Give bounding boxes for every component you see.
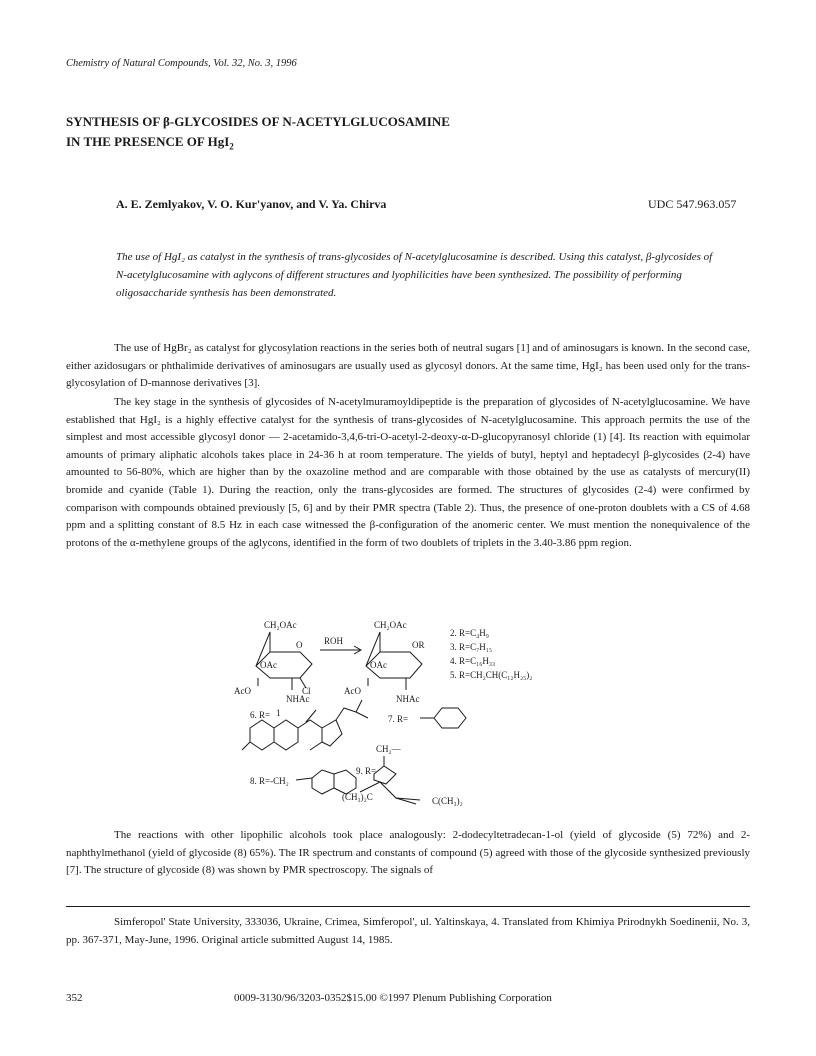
paragraph-2: The key stage in the synthesis of glycosides of N-acetylmuramoyldipeptide is the preparation of glycosides of N-acetylglucosamine. We have established that HgI₂ is a highly effective catalyst for the synthesis of trans-glycosides of N-acetylglucosamine. This approach permits the use of the simplest and most accessible glycosyl donor — 2-acetamido-3,4,6-tri-O-acetyl-2-deoxy-α-D-glucopyranosyl chloride (1) [4]. Its reaction with equimolar amounts of primary aliphatic alcohols takes place in 24-36 h at room temperature. The yields of butyl, heptyl and heptadecyl β-glycosides (2-4) have amounted to 56-80%, which are higher than by the oxazoline method and are comparable with those obtained by the use as catalysts of mercury(II) bromide and cyanide (Table 1). During the reaction, only the trans-glycosides are formed. The structures of glycosides (2-4) were confirmed by comparison with compounds obtained previously [5, 6] and by their PMR spectra (Table 2). Thus, the presence of one-proton doublets with a CS of 4.68 ppm and a splitting constant of 8.5 Hz in each case witnessed the β-configuration of the anomeric center. We must mention the nonequivalence of the protons of the α-methylene groups of the aglycons, identified in the form of two doublets of triplets in the 3.40-3.86 ppm region.: [66, 396, 750, 549]
substituent-4: 4. R=C₁₆H₃₃: [450, 656, 496, 666]
article-title: [66, 112, 450, 157]
journal-reference: Chemistry of Natural Compounds, Vol. 32, No. 3, 1996: [66, 58, 297, 69]
substituent-5: 5. R=CH₂CH(C₁₂H₂₅)₂: [450, 670, 533, 680]
substituent-3: 3. R=C₇H₁₅: [450, 642, 492, 652]
ch2-dash-label: CH₂—: [376, 744, 401, 754]
aco-label-1: AcO: [234, 686, 251, 696]
nhac-label-1: NHAc: [286, 694, 310, 704]
substituent-7: 7. R=: [388, 714, 409, 724]
isopropylidene-label-2: C(CH₃)₂: [432, 796, 463, 806]
udc-code: UDC 547.963.057: [648, 197, 737, 211]
page-number: 352: [66, 992, 83, 1004]
oac-label-2: OAc: [370, 660, 387, 670]
substituent-9: 9. R=: [356, 766, 377, 776]
substituent-8: 8. R=-CH₂: [250, 776, 289, 786]
ch2oac-label-1: CH₂OAc: [264, 620, 297, 630]
authors: A. E. Zemlyakov, V. O. Kur'yanov, and V. Ya. Chirva: [116, 197, 387, 211]
title-line-2: IN THE PRESENCE OF HgI$_2$: [66, 134, 234, 152]
nhac-label-2: NHAc: [396, 694, 420, 704]
ch2oac-label-2: CH₂OAc: [374, 620, 407, 630]
oac-label-1: OAc: [260, 660, 277, 670]
or-label: OR: [412, 640, 425, 650]
aco-label-2: AcO: [344, 686, 361, 696]
substituent-2: 2. R=C₄H₉: [450, 628, 489, 638]
compound-1-label: 1: [276, 708, 281, 718]
footnote-divider: [66, 906, 750, 907]
ring-oxygen-label-1: O: [296, 640, 303, 650]
footnote: Simferopol' State University, 333036, Ukraine, Crimea, Simferopol', ul. Yaltinskaya, 4. Translated from Khimiya Prirodnykh Soedinenii, No. 3, pp. 367-371, May-June, 1996. Original article submitted August 14, 1985.: [66, 916, 750, 946]
roh-reagent: ROH: [324, 636, 344, 646]
abstract: The use of HgI₂ as catalyst in the synthesis of trans-glycosides of N-acetylglucosamine is described. Using this catalyst, β-glycosides of N-acetylglucosamine with aglycons of different structures and lyophilicities have been synthesized. The possibility of performing oligosaccharide synthesis has been demonstrated.: [116, 251, 713, 299]
copyright-line: 0009-3130/96/3203-0352$15.00 ©1997 Plenum Publishing Corporation: [234, 992, 552, 1004]
chlorine-label: Cl: [302, 686, 311, 696]
isopropylidene-label-1: (CH₃)₂C: [342, 792, 373, 802]
substituent-6: 6. R=: [250, 710, 271, 720]
paragraph-1: The use of HgBr₂ as catalyst for glycosylation reactions in the series both of neutral sugars [1] and of aminosugars is known. In the second case, either azidosugars or phthalimide derivatives of aminosugars are usually used as glycosyl donors. At the same time, HgI₂ has been used only for the trans-glycosylation of D-mannose derivatives [3].: [66, 342, 750, 390]
title-line-1: SYNTHESIS OF β-GLYCOSIDES OF N-ACETYLGLUCOSAMINE: [66, 114, 450, 129]
paragraph-3: The reactions with other lipophilic alcohols took place analogously: 2-dodecyltetradecan-1-ol (yield of glycoside (5) 72%) and 2-naphthylmethanol (yield of glycoside (8) 65%). The IR spectrum and constants of compound (5) agreed with those of the glycoside synthesized previously [7]. The structure of glycoside (8) was shown by PMR spectroscopy. The signals of: [66, 829, 750, 877]
reaction-scheme: [220, 612, 550, 822]
